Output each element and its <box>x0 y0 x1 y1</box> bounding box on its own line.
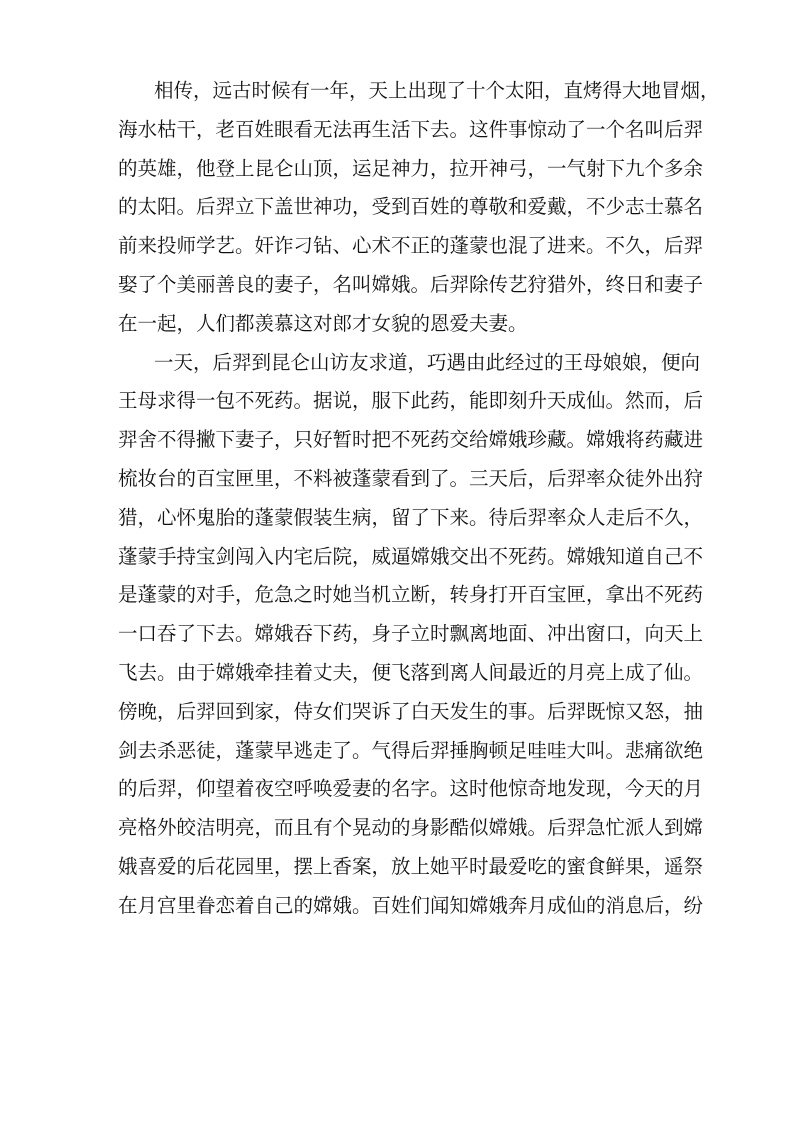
text-line: 王母求得一包不死药。据说，服下此药，能即刻升天成仙。然而，后 <box>118 389 704 413</box>
text-line: 在月宫里眷恋着自己的嫦娥。百姓们闻知嫦娥奔月成仙的消息后，纷 <box>118 893 704 917</box>
text-line: 的后羿，仰望着夜空呼唤爱妻的名字。这时他惊奇地发现，今天的月 <box>118 777 704 801</box>
text-line: 海水枯干，老百姓眼看无法再生活下去。这件事惊动了一个名叫后羿 <box>118 117 704 141</box>
text-line: 傍晚，后羿回到家，侍女们哭诉了白天发生的事。后羿既惊又怒，抽 <box>118 699 704 723</box>
text-line: 娥喜爱的后花园里，摆上香案，放上她平时最爱吃的蜜食鲜果，遥祭 <box>118 854 704 878</box>
text-line: 是蓬蒙的对手，危急之时她当机立断，转身打开百宝匣，拿出不死药 <box>118 583 704 607</box>
paragraph-1 <box>118 72 720 344</box>
body-text <box>118 72 720 926</box>
text-line: 相传，远古时候有一年，天上出现了十个太阳，直烤得大地冒烟， <box>154 79 720 102</box>
text-line: 亮格外皎洁明亮，而且有个晃动的身影酷似嫦娥。后羿急忙派人到嫦 <box>118 816 704 840</box>
text-line: 羿舍不得撇下妻子，只好暂时把不死药交给嫦娥珍藏。嫦娥将药藏进 <box>118 428 704 452</box>
text-line: 一口吞了下去。嫦娥吞下药，身子立时飘离地面、冲出窗口，向天上 <box>118 622 704 646</box>
text-line: 飞去。由于嫦娥牵挂着丈夫，便飞落到离人间最近的月亮上成了仙。 <box>118 660 704 684</box>
text-line: 一天，后羿到昆仑山访友求道，巧遇由此经过的王母娘娘，便向 <box>154 350 701 374</box>
text-line: 蓬蒙手持宝剑闯入内宅后院，威逼嫦娥交出不死药。嫦娥知道自己不 <box>118 544 704 568</box>
text-line: 猎，心怀鬼胎的蓬蒙假装生病，留了下来。待后羿率众人走后不久， <box>118 505 704 529</box>
text-line: 前来投师学艺。奸诈刁钻、心术不正的蓬蒙也混了进来。不久，后羿 <box>118 234 704 258</box>
paragraph-2 <box>118 344 704 926</box>
text-line: 的英雄，他登上昆仑山顶，运足神力，拉开神弓，一气射下九个多余 <box>118 156 704 180</box>
text-line: 梳妆台的百宝匣里，不料被蓬蒙看到了。三天后，后羿率众徒外出狩 <box>118 466 704 490</box>
text-line: 的太阳。后羿立下盖世神功，受到百姓的尊敬和爱戴，不少志士慕名 <box>118 195 704 219</box>
text-line: 剑去杀恶徒，蓬蒙早逃走了。气得后羿捶胸顿足哇哇大叫。悲痛欲绝 <box>118 738 704 762</box>
text-line: 在一起，人们都羡慕这对郎才女貌的恩爱夫妻。 <box>118 311 528 335</box>
text-line: 娶了个美丽善良的妻子，名叫嫦娥。后羿除传艺狩猎外，终日和妻子 <box>118 272 704 296</box>
